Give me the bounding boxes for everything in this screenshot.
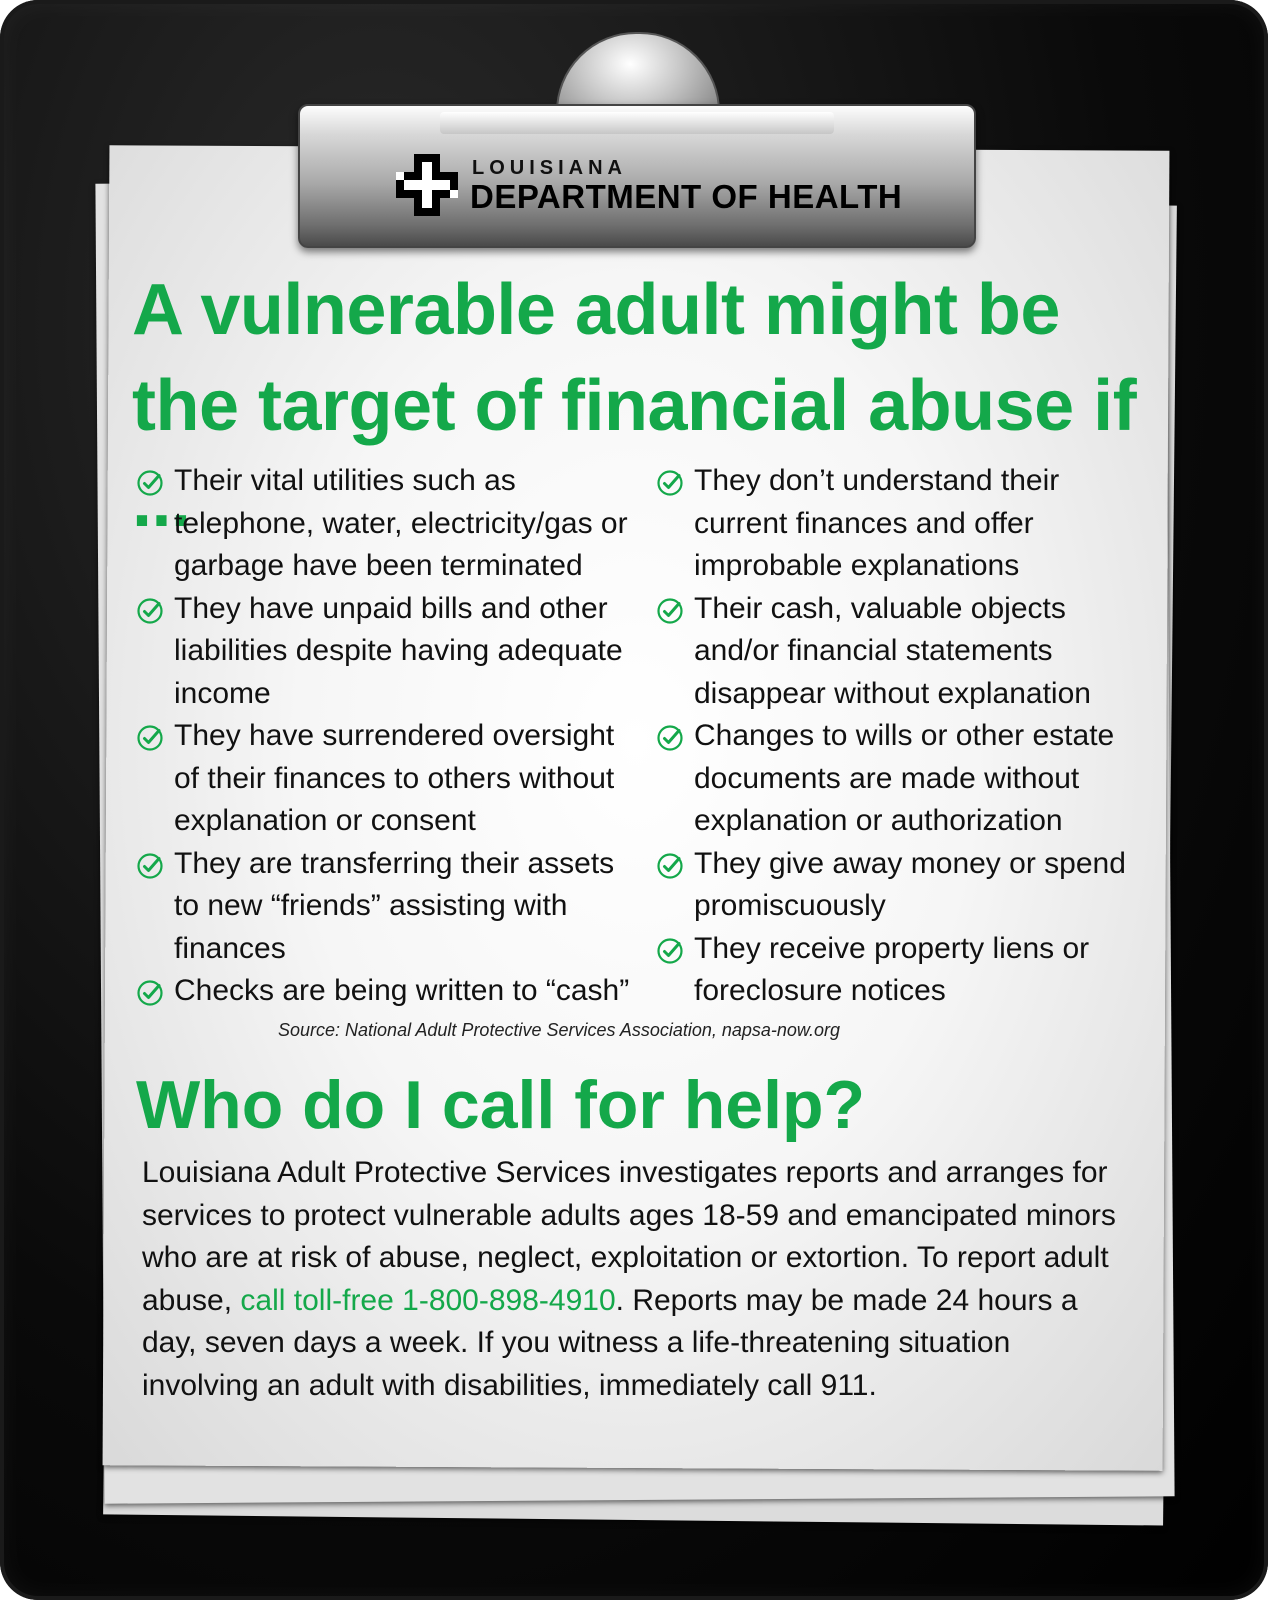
help-heading: Who do I call for help?	[136, 1067, 866, 1143]
checklist-item-text: They give away money or spend promiscuously	[694, 846, 1126, 922]
check-circle-icon	[136, 852, 164, 880]
checklist-item-text: They have unpaid bills and other liabilities despite having adequate income	[174, 591, 623, 710]
logo-department: DEPARTMENT OF HEALTH	[470, 177, 903, 215]
checklist-item	[656, 715, 1126, 843]
check-circle-icon	[656, 852, 684, 880]
checklist-item	[136, 715, 636, 843]
check-circle-icon	[656, 724, 684, 752]
logo-state: LOUISIANA	[472, 156, 627, 179]
checklist-item-text: They don’t understand their current finances and offer improbable explanations	[694, 464, 1060, 582]
checklist-item	[656, 588, 1126, 716]
checklist-item-text: Their vital utilities such as telephone, water, electricity/gas or garbage have been terminated	[174, 464, 628, 582]
checklist-item	[656, 460, 1126, 588]
checklist-item	[136, 970, 636, 1013]
check-circle-icon	[136, 979, 164, 1007]
help-text-outro: . Reports may be made 24 hours a day, seven days a week. If you witness a life-threatening situation involving an adult with disabilities, immediately call 911.	[142, 1283, 1078, 1402]
check-circle-icon	[656, 937, 684, 965]
check-circle-icon	[136, 724, 164, 752]
checklist-item-text: They have surrendered oversight of their finances to others without explanation or consent	[174, 719, 615, 837]
check-circle-icon	[136, 469, 164, 497]
help-text-intro: Louisiana Adult Protective Services investigates reports and arranges for services to protect vulnerable adults ages 18-59 and emancipated minors who are at risk of abuse, neglect, exploitation or extortion. To report adult abuse,	[142, 1156, 1116, 1317]
left-checklist	[136, 460, 636, 1013]
checklist-item	[656, 843, 1126, 928]
cross-logo-icon	[392, 150, 462, 220]
checklist-item	[136, 588, 636, 716]
phone-number: call toll-free 1-800-898-4910	[240, 1283, 616, 1317]
check-circle-icon	[136, 597, 164, 625]
source-citation: Source: National Adult Protective Services Association, napsa-now.org	[278, 1020, 840, 1040]
checklist-item	[136, 460, 636, 588]
checklist-item-text: Changes to wills or other estate documents are made without explanation or authorization	[694, 719, 1115, 837]
check-circle-icon	[656, 597, 684, 625]
checklist-item-text: Their cash, valuable objects and/or financial statements disappear without explanation	[694, 591, 1091, 710]
checklist-item-text: They are transferring their assets to new “friends” assisting with finances	[174, 846, 615, 965]
page-title: A vulnerable adult might be the target of financial abuse if ...	[132, 270, 1137, 542]
check-circle-icon	[656, 469, 684, 497]
department-logo	[392, 150, 902, 220]
checklist-item	[656, 928, 1126, 1013]
checklist-item-text: Checks are being written to “cash”	[174, 974, 630, 1007]
checklist-item	[136, 843, 636, 971]
checklist-item-text: They receive property liens or foreclosure notices	[694, 931, 1090, 1007]
right-checklist	[656, 460, 1126, 1013]
help-paragraph	[142, 1152, 1132, 1407]
